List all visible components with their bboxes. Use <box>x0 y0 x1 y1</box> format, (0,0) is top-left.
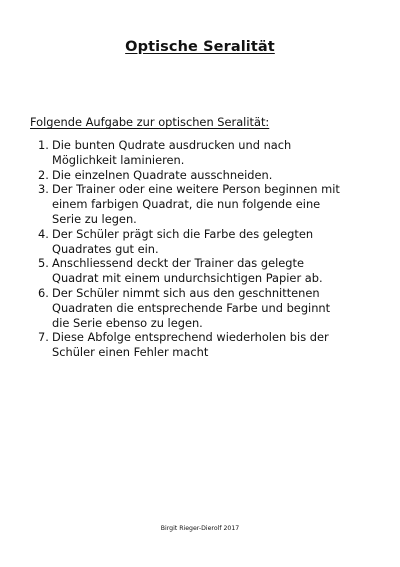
list-item-number: 2. <box>38 167 49 182</box>
list-item <box>38 138 383 168</box>
page-title: Optische Seralität <box>125 39 275 55</box>
list-item-text-line: Serie zu legen. <box>52 211 137 226</box>
list-item <box>38 168 383 183</box>
list-item-text-line: Quadrat mit einem undurchsichtigen Papier ab. <box>52 271 323 286</box>
author-footer: Birgit Rieger-Dierolf 2017 <box>160 525 240 532</box>
list-item-number: 6. <box>38 285 49 300</box>
list-item-number: 3. <box>38 182 49 197</box>
list-item-text-line: die Serie ebenso zu legen. <box>52 315 203 330</box>
list-item-text-line: Quadrates gut ein. <box>52 241 159 256</box>
list-item-text-line: einem farbigen Quadrat, die nun folgende eine <box>52 197 321 212</box>
list-item-text-line: Anschliessend deckt der Trainer das gelegte <box>52 256 304 271</box>
list-item-number: 4. <box>38 226 49 241</box>
list-item <box>38 227 383 257</box>
list-item-text-line: Diese Abfolge entsprechend wiederholen bis der <box>52 330 329 345</box>
list-item-text-line: Der Schüler prägt sich die Farbe des gelegten <box>52 226 314 241</box>
list-item <box>38 330 383 360</box>
list-item-number: 7. <box>38 330 49 345</box>
list-item-text-line: Der Trainer oder eine weitere Person beginnen mit <box>52 182 340 197</box>
list-item-text-line: Die einzelnen Quadrate ausschneiden. <box>52 167 273 182</box>
list-item <box>38 256 383 286</box>
list-item <box>38 182 383 226</box>
list-item-text-line: Quadraten die entsprechende Farbe und beginnt <box>52 300 331 315</box>
section-subtitle: Folgende Aufgabe zur optischen Seralität: <box>30 115 270 129</box>
list-item-text-line: Möglichkeit laminieren. <box>52 152 185 167</box>
list-item-number: 5. <box>38 256 49 271</box>
list-item-number: 1. <box>38 138 49 152</box>
list-item-text-line: Der Schüler nimmt sich aus den geschnittenen <box>52 285 320 300</box>
list-item-text-line: Die bunten Qudrate ausdrucken und nach <box>52 138 292 152</box>
list-item <box>38 286 383 330</box>
list-item-text-line: Schüler einen Fehler macht <box>52 345 209 360</box>
instruction-list <box>38 138 383 360</box>
